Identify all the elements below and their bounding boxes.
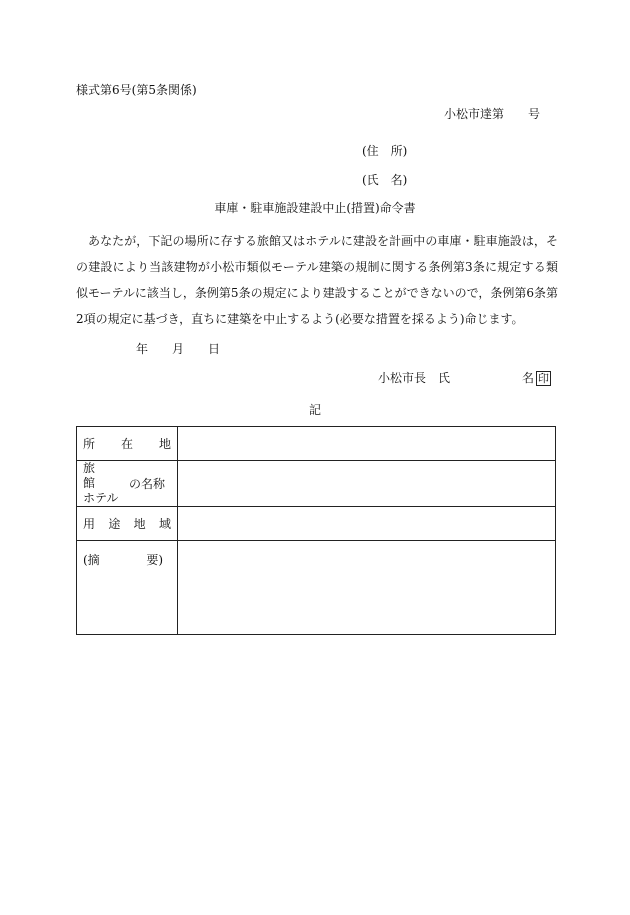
remarks-open: (摘 bbox=[83, 553, 100, 567]
location-label-cell bbox=[77, 427, 178, 461]
zoning-value-cell[interactable] bbox=[178, 507, 556, 541]
ki-heading: 記 bbox=[308, 403, 321, 417]
table-row bbox=[77, 507, 556, 541]
name-suffix-label: の名称 bbox=[129, 477, 166, 491]
location-char: 地 bbox=[158, 437, 171, 451]
table-row bbox=[77, 461, 556, 507]
issuer-signature bbox=[378, 371, 551, 386]
order-body-text: あなたが，下記の場所に存する旅館又はホテルに建設を計画中の車庫・駐車施設は，その建設により当該建物が小松市類似モーテル建築の規制に関する条例第3条に規定する類似モーテルに該当し，条例第5条の規定により建設することができないので，条例第6条第2項の規定に基づき，直ちに建築を中止するよう(必要な措置を採るよう)命じます。 bbox=[76, 234, 558, 326]
issuer-name: 小松市長 氏 名 bbox=[378, 371, 535, 385]
location-char: 在 bbox=[120, 437, 133, 451]
remarks-close: 要) bbox=[146, 553, 163, 567]
ryokan-char: 館 bbox=[83, 476, 96, 490]
document-title: 車庫・駐車施設建設中止(措置)命令書 bbox=[214, 201, 416, 215]
recipient-name-label: (氏 名) bbox=[362, 173, 408, 187]
table-row bbox=[77, 427, 556, 461]
detail-table bbox=[76, 426, 556, 635]
form-number: 様式第6号(第5条関係) bbox=[76, 83, 197, 97]
hotel-label: ホテル bbox=[83, 491, 119, 505]
zoning-char: 域 bbox=[158, 517, 171, 531]
hotel-name-value-cell[interactable] bbox=[178, 461, 556, 507]
ryokan-char: 旅 bbox=[83, 461, 96, 475]
remarks-value-cell[interactable] bbox=[178, 541, 556, 635]
seal-stamp-icon: 印 bbox=[538, 372, 550, 385]
zoning-char: 途 bbox=[108, 517, 121, 531]
zoning-char: 用 bbox=[83, 517, 96, 531]
date-line: 年 月 日 bbox=[136, 342, 221, 356]
remarks-label-cell bbox=[77, 541, 178, 635]
table-row bbox=[77, 541, 556, 635]
hotel-name-label-cell bbox=[77, 461, 178, 507]
location-char: 所 bbox=[83, 437, 96, 451]
location-value-cell[interactable] bbox=[178, 427, 556, 461]
document-number: 小松市達第 号 bbox=[444, 107, 541, 121]
zoning-char: 地 bbox=[133, 517, 146, 531]
zoning-label-cell bbox=[77, 507, 178, 541]
recipient-address-label: (住 所) bbox=[362, 144, 408, 158]
